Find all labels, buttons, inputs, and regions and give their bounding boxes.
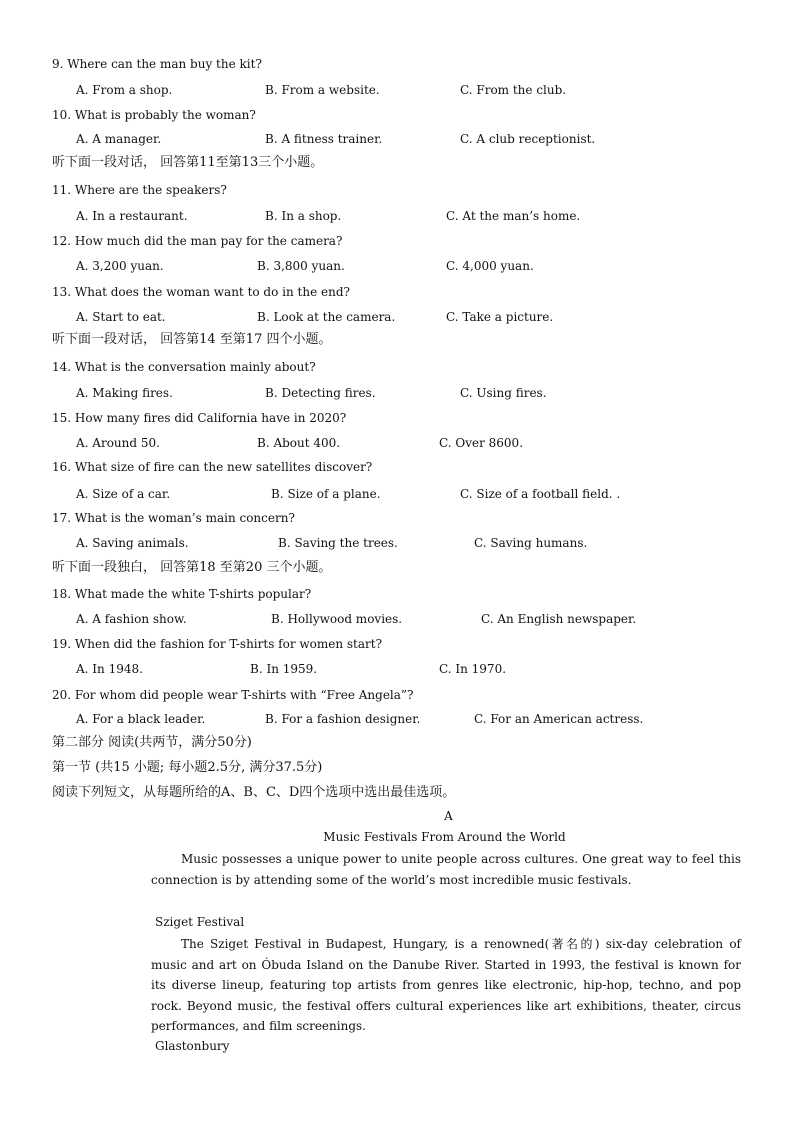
passage-title: Music Festivals From Around the World (323, 830, 566, 844)
option-14a: A. Making fires. (76, 386, 173, 400)
question-18: 18. What made the white T-shirts popular? (52, 587, 312, 601)
part-two-heading: 第二部分 阅读(共两节，满分50分) (52, 735, 252, 750)
option-14c: C. Using fires. (460, 386, 547, 400)
option-11b: B. In a shop. (265, 209, 342, 223)
option-9b: B. From a website. (265, 83, 380, 97)
option-15a: A. Around 50. (76, 436, 160, 450)
option-20b: B. For a fashion designer. (265, 712, 421, 726)
question-15: 15. How many fires did California have in 2020? (52, 411, 347, 425)
option-9c: C. From the club. (460, 83, 567, 97)
option-10b: B. A fitness trainer. (265, 132, 383, 146)
option-17c: C. Saving humans. (474, 536, 588, 550)
section-one-heading: 第一节 (共15 小题; 每小题2.5分, 满分37.5分) (52, 760, 323, 775)
question-10: 10. What is probably the woman? (52, 108, 256, 122)
instruction-11-13: 听下面一段对话， 回答第11至第13三个小题。 (52, 155, 324, 170)
option-14b: B. Detecting fires. (265, 386, 376, 400)
option-10c: C. A club receptionist. (460, 132, 596, 146)
question-20: 20. For whom did people wear T-shirts with “Free Angela”? (52, 688, 414, 702)
sziget-heading: Sziget Festival (155, 915, 245, 929)
question-19: 19. When did the fashion for T-shirts for women start? (52, 637, 383, 651)
option-12c: C. 4,000 yuan. (446, 259, 534, 273)
option-13c: C. Take a picture. (446, 310, 554, 324)
option-18c: C. An English newspaper. (481, 612, 637, 626)
question-16: 16. What size of fire can the new satellites discover? (52, 460, 373, 474)
option-19c: C. In 1970. (439, 662, 507, 676)
option-15c: C. Over 8600. (439, 436, 524, 450)
option-10a: A. A manager. (76, 132, 162, 146)
option-20a: A. For a black leader. (76, 712, 206, 726)
question-13: 13. What does the woman want to do in the end? (52, 285, 350, 299)
option-18a: A. A fashion show. (76, 612, 187, 626)
sziget-paragraph: The Sziget Festival in Budapest, Hungary, is a renowned(著名的) six-day celebration of music and art on Óbuda Island on the Danube River. Started in 1993, the festival is known for its diverse lineup, featuring top artists from genres like electronic, hip-hop, techno, and pop rock. Beyond music, the festival offers cultural experiences like art exhibitions, theater, circus performances, and film screenings. (151, 937, 741, 1033)
question-9: 9. Where can the man buy the kit? (52, 57, 262, 71)
glastonbury-heading: Glastonbury (155, 1039, 230, 1053)
option-16a: A. Size of a car. (76, 487, 171, 501)
option-12a: A. 3,200 yuan. (76, 259, 164, 273)
passage-intro: Music possesses a unique power to unite people across cultures. One great way to feel this connection is by attending some of the world’s most incredible music festivals. (151, 852, 741, 887)
option-15b: B. About 400. (257, 436, 341, 450)
option-11a: A. In a restaurant. (76, 209, 188, 223)
option-16b: B. Size of a plane. (271, 487, 381, 501)
option-19b: B. In 1959. (250, 662, 318, 676)
option-12b: B. 3,800 yuan. (257, 259, 345, 273)
instruction-14-17: 听下面一段对话， 回答第14 至第17 四个小题。 (52, 332, 332, 347)
question-14: 14. What is the conversation mainly about? (52, 360, 316, 374)
instruction-18-20: 听下面一段独白， 回答第18 至第20 三个小题。 (52, 560, 332, 575)
question-17: 17. What is the woman’s main concern? (52, 511, 295, 525)
option-17b: B. Saving the trees. (278, 536, 398, 550)
reading-instruction: 阅读下列短文，从每题所给的A、B、C、D四个选项中选出最佳选项。 (52, 785, 456, 800)
option-13a: A. Start to eat. (76, 310, 166, 324)
option-19a: A. In 1948. (76, 662, 143, 676)
question-12: 12. How much did the man pay for the camera? (52, 234, 343, 248)
passage-label: A (444, 809, 453, 823)
option-13b: B. Look at the camera. (257, 310, 396, 324)
option-9a: A. From a shop. (76, 83, 173, 97)
question-11: 11. Where are the speakers? (52, 183, 227, 197)
option-18b: B. Hollywood movies. (271, 612, 403, 626)
option-20c: C. For an American actress. (474, 712, 644, 726)
option-17a: A. Saving animals. (76, 536, 189, 550)
option-16c: C. Size of a football field. . (460, 487, 621, 501)
option-11c: C. At the man’s home. (446, 209, 581, 223)
